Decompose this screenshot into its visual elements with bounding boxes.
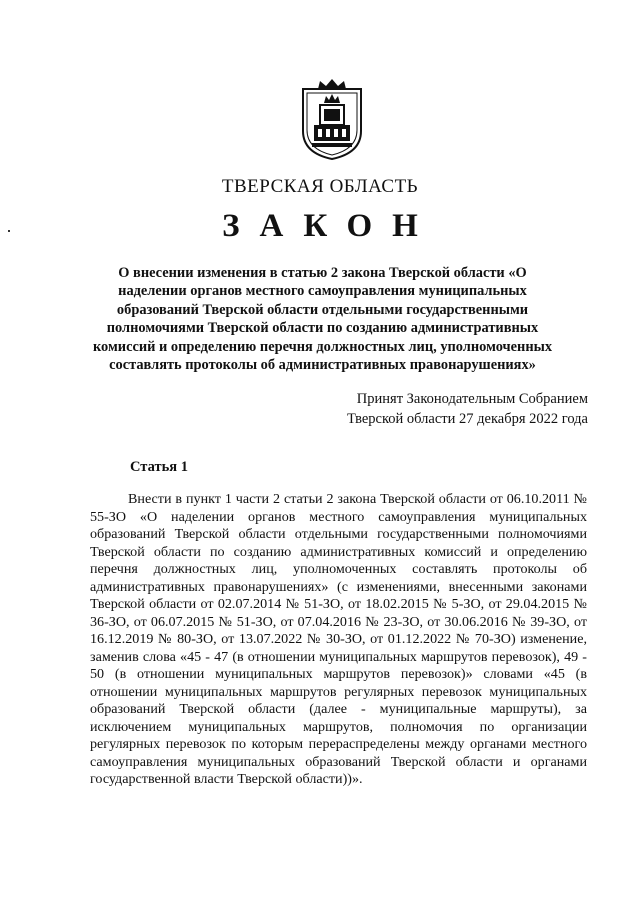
adoption-line-1: Принят Законодательным Собранием xyxy=(356,391,588,407)
article-heading: Статья 1 xyxy=(130,459,188,475)
law-subject-title: О внесении изменения в статью 2 закона Тверской области «О наделении органов местного самоуправления муниципальных образований Тверской области отдельными государственными полномочиями Тверской области по созданию административных комиссий и определению перечня должностных лиц, уполномоченных составлять протоколы об административных правонарушениях» xyxy=(92,265,553,374)
document-type-title: ЗАКОН xyxy=(222,208,438,244)
adoption-line-2: Тверской области 27 декабря 2022 года xyxy=(346,411,588,427)
region-name: ТВЕРСКАЯ ОБЛАСТЬ xyxy=(221,176,419,197)
article-body-text: Внести в пункт 1 части 2 статьи 2 закона Тверской области от 06.10.2011 № 55-ЗО «О наделении органов местного самоуправления муниципальных образований Тверской области отдельными государственными полномочиями Тверской области по созданию административных комиссий и определению перечня должностных лиц, уполномоченных составлять протоколы об административных правонарушениях» (с изменениями, внесенными законами Тверской области от 02.07.2014 № 51-ЗО, от 18.02.2015 № 5-ЗО, от 29.04.2015 № 36-ЗО, от 06.07.2015 № 51-ЗО, от 07.04.2016 № 23-ЗО, от 30.06.2016 № 39-ЗО, от 16.12.2019 № 80-ЗО, от 13.07.2022 № 30-ЗО, от 01.12.2022 № 70-ЗО) изменение, заменив слова «45 - 47 (в отношении муниципальных маршрутов перевозок), 49 - 50 (в отношении муниципальных маршрутов перевозок)» словами «45 (в отношении муниципальных маршрутов регулярных перевозок муниципальных образований Тверской области (далее - муниципальные маршруты), за исключением муниципальных маршрутов, полномочия по организации регулярных перевозок по которым перераспределены между органами местного самоуправления муниципальных образований Тверской области и органами государственной власти Тверской области))». xyxy=(90,491,587,787)
tver-coat-of-arms-icon xyxy=(300,79,364,161)
adoption-note xyxy=(347,389,588,429)
